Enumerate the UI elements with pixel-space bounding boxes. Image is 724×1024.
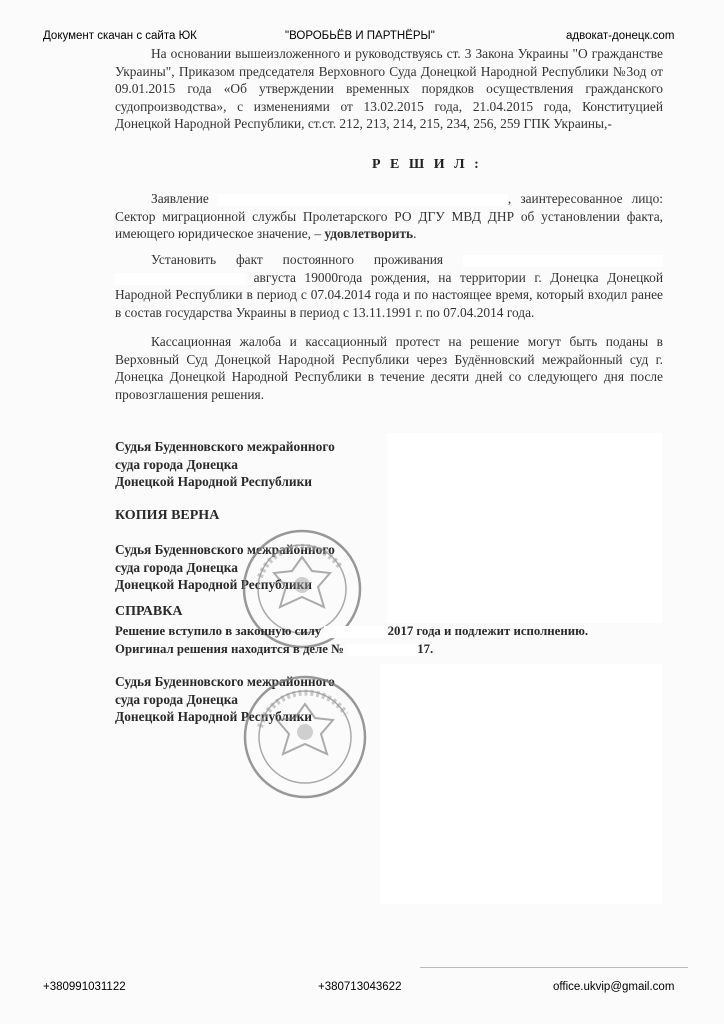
sig3-line3: Донецкой Народной Республики	[115, 709, 313, 724]
sig2-line2: суда города Донецка	[115, 559, 238, 575]
judge-signature-block-1	[115, 438, 335, 491]
cert-line1-end: 2017 года и подлежит исполнению.	[387, 624, 589, 638]
sig2-line1: Судья Буденновского межрайонного	[115, 542, 335, 557]
sig2-line3: Донецкой Народной Республики	[115, 577, 313, 592]
sig3-line1: Судья Буденновского межрайонного	[115, 674, 335, 689]
redacted-case-number	[347, 644, 417, 656]
footer-phone-1[interactable]: +380991031122	[43, 981, 126, 993]
certificate-line-2	[115, 641, 433, 659]
sig1-line3: Донецкой Народной Республики	[115, 474, 313, 489]
header-firm-name: "ВОРОБЬЁВ И ПАРТНЁРЫ"	[285, 30, 435, 42]
p2-end-text: августа 19000года рождения, на территории г. Донецка Донецкой Народной Республики в период с 07.04.2014 года и по настоящее время, который входил ранее в состав государства Украины в период с 13.11.1991 г. по 07.04.2014 года.	[115, 269, 663, 320]
cert-line1-start: Решение вступило в законную силу	[115, 624, 322, 638]
redacted-person	[463, 255, 663, 267]
sig3-line2: суда города Донецка	[115, 691, 238, 707]
court-seal-stamp-2	[238, 672, 373, 802]
redacted-signature-area-1	[387, 433, 662, 623]
paragraph-establish	[115, 251, 663, 321]
p2-start-text: Установить факт постоянного проживания	[151, 252, 444, 267]
footer-divider	[420, 967, 688, 968]
copy-verified-label: КОПИЯ ВЕРНА	[115, 508, 220, 523]
intro-text: На основании вышеизложенного и руководствуясь ст. 3 Закона Украины "О гражданстве Украины", Приказом председателя Верховного Суда Донецкой Народной Республики №3од от 09.01.2015 года «Об утверждении временных порядков осуществления гражданского судопроизводства», с изменениями от 13.02.2015 года, 21.04.2015 года, Конституцией Донецкой Народной Республики, ст.ст. 212, 213, 214, 215, 234, 256, 259 ГПК Украины,-	[115, 46, 663, 132]
sig1-line2: суда города Донецка	[115, 456, 238, 472]
p1-verdict: удовлетворить	[324, 226, 414, 242]
redacted-birthdate	[115, 273, 245, 285]
decision-heading: Р Е Ш И Л :	[372, 157, 482, 172]
redacted-signature-area-2	[380, 664, 662, 904]
cert-line2-end: 17.	[417, 642, 434, 656]
footer-email-link[interactable]: office.ukvip@gmail.com	[553, 981, 675, 993]
redacted-date	[324, 626, 384, 638]
cert-line2-start: Оригинал решения находится в деле №	[115, 642, 345, 656]
p1-start-text: Заявление	[151, 191, 209, 206]
paragraph-appeal	[115, 333, 663, 403]
p3-text: Кассационная жалоба и кассационный протест на решение могут быть поданы в Верховный Суд Донецкой Народной Республики через Будённовский межрайонный суд г. Донецка Донецкой Народной Республики в течение десяти дней со следующего дня после провозглашения решения.	[115, 334, 663, 402]
paragraph-application: Заявление , заинтересованное лицо: Сектор миграционной службы Пролетарского РО ДГУ МВД ДНР об установлении факта, имеющего юридическое значение, – удовлетворить.	[115, 191, 663, 242]
sig1-line1: Судья Буденновского межрайонного	[115, 439, 335, 454]
p1-end-text: , заинтересованное лицо: Сектор миграционной службы Пролетарского РО ДГУ МВД ДНР об установлении факта, имеющего юридическое значение, –	[115, 191, 663, 242]
certificate-title: СПРАВКА	[115, 604, 183, 619]
header-source-text: Документ скачан с сайта ЮК	[43, 30, 197, 42]
header-site-link[interactable]: адвокат-донецк.com	[566, 30, 675, 42]
redacted-name	[218, 194, 508, 206]
certificate-line-1	[115, 623, 588, 641]
intro-paragraph	[115, 45, 663, 133]
footer-phone-2[interactable]: +380713043622	[318, 981, 402, 993]
